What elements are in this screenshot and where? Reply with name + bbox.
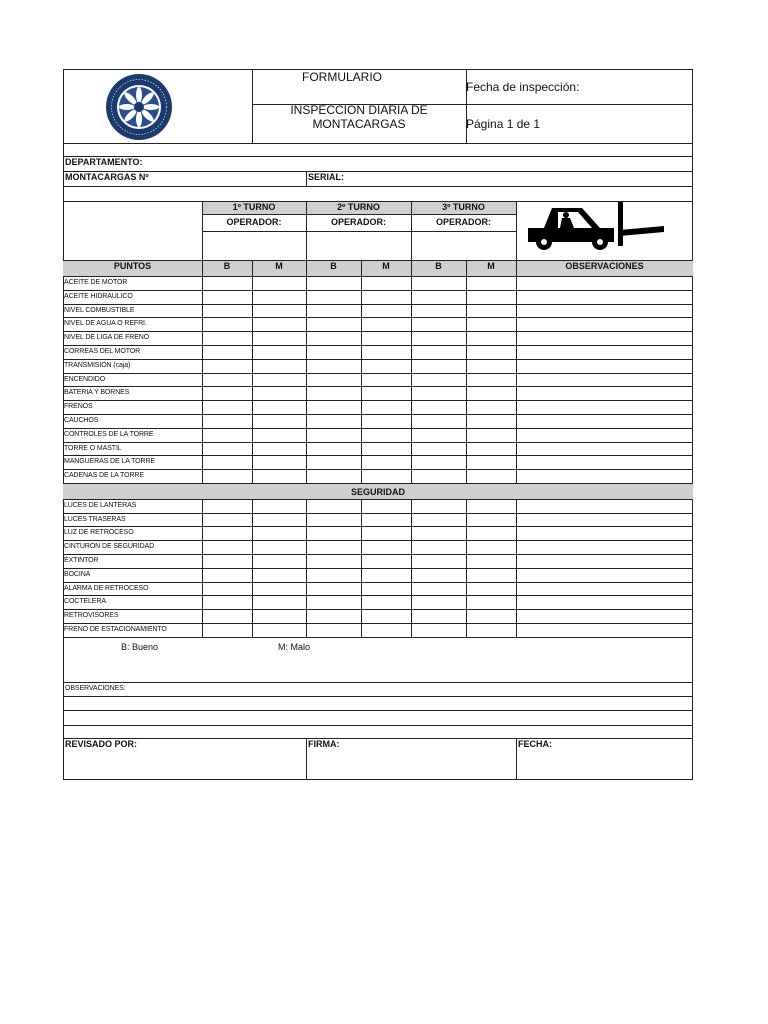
operador-2-label: OPERADOR: xyxy=(330,217,386,227)
form-title-line1: INSPECCION DIARIA DE xyxy=(290,103,428,117)
col-b-2: B xyxy=(330,261,337,271)
seg-row-line xyxy=(63,609,693,610)
seg-row-line xyxy=(63,554,693,555)
item-label: ACEITE DE MOTOR xyxy=(64,279,128,286)
info-line-2 xyxy=(63,171,693,172)
item-row-line xyxy=(63,428,693,429)
item-label: NIVEL DE AGUA O REFRI. xyxy=(64,320,147,328)
col-puntos: PUNTOS xyxy=(113,261,152,271)
item-row-line xyxy=(63,359,693,360)
seg-row-line xyxy=(63,623,693,624)
operador-1-label: OPERADOR: xyxy=(226,217,282,227)
obs-line-3 xyxy=(63,710,693,711)
turno-line xyxy=(202,214,516,215)
grid-col-line xyxy=(516,260,517,483)
grid-col-line xyxy=(361,499,362,637)
item-label: CONTROLES DE LA TORRE xyxy=(64,430,154,438)
obs-line-4 xyxy=(63,725,693,726)
seg-row-line xyxy=(63,513,693,514)
grid-col-line xyxy=(411,260,412,483)
serial-label: SERIAL: xyxy=(308,172,344,182)
turno-3-label: 3º TURNO xyxy=(442,202,485,212)
col-m-1: M xyxy=(275,261,283,271)
operador-3-label: OPERADOR: xyxy=(435,217,491,227)
operador-line xyxy=(202,231,516,232)
seguridad-item-label: EXTINTOR xyxy=(64,557,99,564)
col-observaciones: OBSERVACIONES xyxy=(565,261,644,271)
item-row-line xyxy=(63,317,693,318)
item-row-line xyxy=(63,331,693,332)
col-m-2: M xyxy=(382,261,390,271)
col-m-3: M xyxy=(487,261,495,271)
obs-line-1 xyxy=(63,682,693,683)
info-line-1 xyxy=(63,156,693,157)
grid-col-line xyxy=(306,260,307,483)
seguridad-item-label: FRENO DE ESTACIONAMIENTO xyxy=(64,626,167,633)
revisado-label: REVISADO POR: xyxy=(65,739,138,749)
form-frame xyxy=(63,69,693,780)
item-label: CAUCHOS xyxy=(64,417,99,424)
grid-col-line xyxy=(516,499,517,637)
info-line-3 xyxy=(63,186,693,187)
item-label: FRENOS xyxy=(64,403,93,411)
seguridad-item-label: LUCES TRASERAS xyxy=(64,515,126,523)
company-logo xyxy=(103,73,175,141)
grid-col-line xyxy=(411,499,412,637)
grid-col-line xyxy=(466,260,467,483)
turno-div-4 xyxy=(516,201,517,260)
grid-col-line xyxy=(466,499,467,637)
grid-col-line xyxy=(361,260,362,483)
grid-col-line xyxy=(202,260,203,483)
seg-row-line xyxy=(63,637,693,638)
item-label: BATERIA Y BORNES xyxy=(64,389,130,397)
grid-col-line xyxy=(252,260,253,483)
seg-row-line xyxy=(63,540,693,541)
legend-bueno: B: Bueno xyxy=(121,642,159,652)
item-row-line xyxy=(63,469,693,470)
forklift-icon xyxy=(522,202,666,252)
column-header-bottom xyxy=(63,276,693,277)
departamento-label: DEPARTAMENTO: xyxy=(65,157,143,167)
inspection-date-label: Fecha de inspección: xyxy=(466,80,580,94)
footer-div-2 xyxy=(516,738,517,780)
item-label: CORREAS DEL MOTOR xyxy=(64,348,141,355)
form-label: FORMULARIO xyxy=(302,70,383,84)
seguridad-item-label: CINTURON DE SEGURIDAD xyxy=(64,543,155,551)
col-b-3: B xyxy=(435,261,442,271)
item-label: NIVEL DE LIGA DE FRENO xyxy=(64,334,150,342)
seguridad-item-label: RETROVISORES xyxy=(64,612,119,620)
seguridad-item-label: LUCES DE LANTERAS xyxy=(64,501,137,509)
footer-div-1 xyxy=(306,738,307,780)
item-row-line xyxy=(63,455,693,456)
item-label: TRANSMISION (caja) xyxy=(64,361,131,369)
seguridad-line xyxy=(63,499,693,500)
item-row-line xyxy=(63,442,693,443)
firma-label: FIRMA: xyxy=(308,739,340,749)
page-number: Página 1 de 1 xyxy=(466,117,541,131)
obs-line-5 xyxy=(63,738,693,739)
seguridad-item-label: COCTELERA xyxy=(64,598,106,606)
item-row-line xyxy=(63,373,693,374)
item-label: CADENAS DE LA TORRE xyxy=(64,472,144,480)
grid-col-line xyxy=(202,499,203,637)
item-label: MANGUERAS DE LA TORRE xyxy=(64,458,155,466)
item-row-line xyxy=(63,414,693,415)
seguridad-header: SEGURIDAD xyxy=(350,487,405,497)
item-row-line xyxy=(63,304,693,305)
item-label: ACEITE HIDRAULICO xyxy=(64,292,133,300)
observaciones-label: OBSERVACIONES: xyxy=(65,685,126,692)
turno-2-label: 2º TURNO xyxy=(337,202,380,212)
form-title-line2: MONTACARGAS xyxy=(312,117,406,131)
obs-line-2 xyxy=(63,696,693,697)
seg-row-line xyxy=(63,595,693,596)
seg-row-line xyxy=(63,582,693,583)
item-label: NIVEL COMBUSTIBLE xyxy=(64,306,135,314)
item-label: ENCENDIDO xyxy=(64,375,106,383)
seguridad-item-label: ALARMA DE RETROCESO xyxy=(64,584,149,592)
seg-row-line xyxy=(63,526,693,527)
serial-divider xyxy=(306,171,307,186)
legend-malo: M: Malo xyxy=(278,642,311,652)
grid-col-line xyxy=(252,499,253,637)
item-label: TORRE O MASTIL xyxy=(64,444,122,452)
header-bottom-line xyxy=(63,143,693,144)
seg-row-line xyxy=(63,568,693,569)
logo-seal-icon xyxy=(103,73,175,141)
turno-1-label: 1º TURNO xyxy=(232,202,276,212)
seguridad-item-label: BOCINA xyxy=(64,570,91,578)
fecha-label: FECHA: xyxy=(518,739,552,749)
grid-col-line xyxy=(306,499,307,637)
item-row-line xyxy=(63,290,693,291)
seguridad-item-label: LUZ DE RETROCESO xyxy=(64,529,134,537)
item-row-line xyxy=(63,345,693,346)
col-b-1: B xyxy=(223,261,231,271)
item-row-line xyxy=(63,400,693,401)
item-row-line xyxy=(63,386,693,387)
montacargas-label: MONTACARGAS Nº xyxy=(65,172,149,182)
